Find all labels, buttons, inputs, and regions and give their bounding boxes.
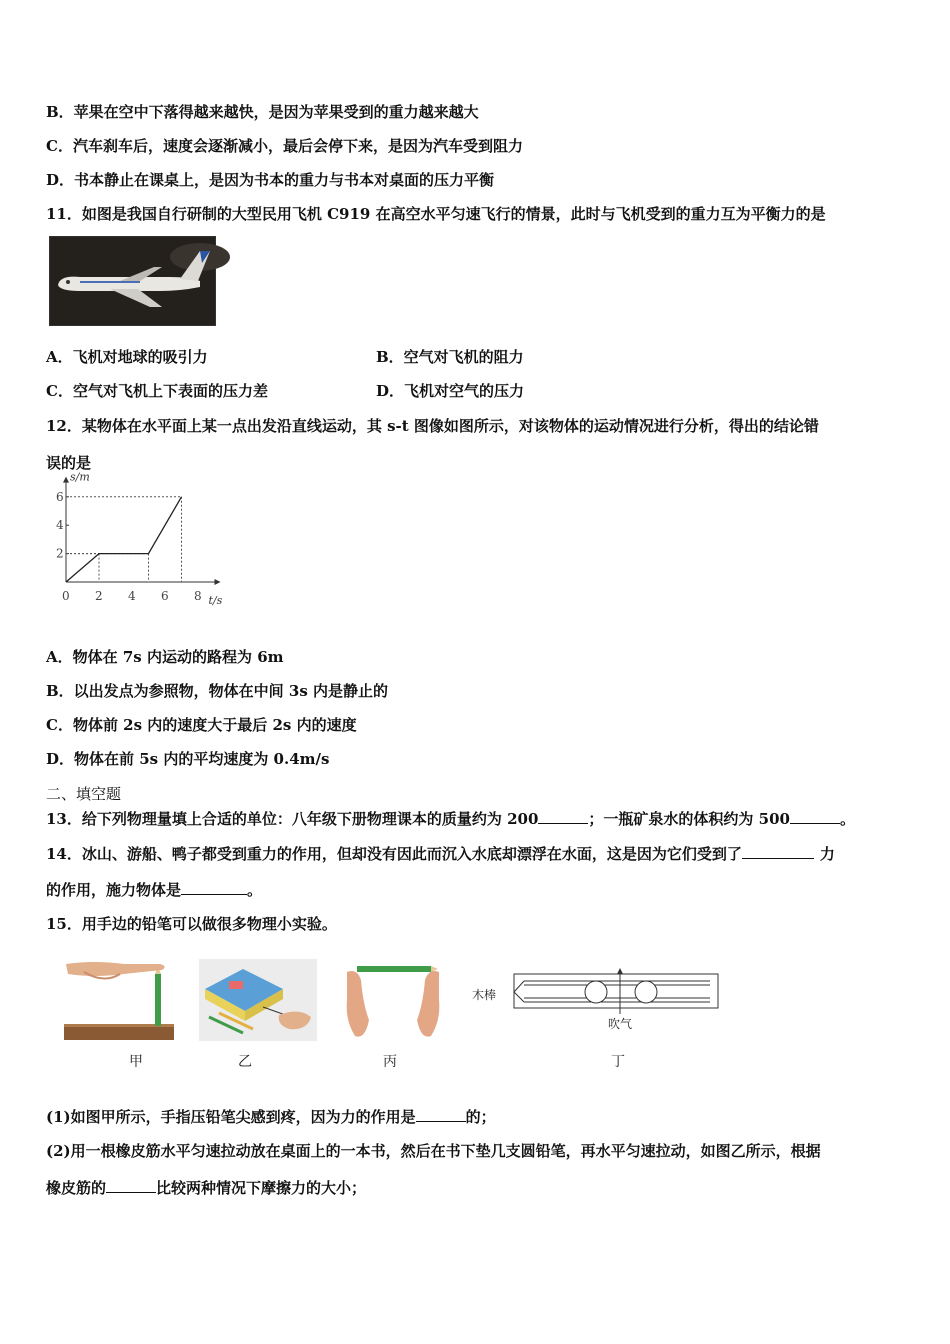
- q13-blank2[interactable]: [790, 809, 840, 824]
- caption-ding: 丁: [611, 1054, 625, 1070]
- y-tick-label: 4: [56, 518, 64, 533]
- q15-sub1a: (1)如图甲所示，手指压铅笔尖感到疼，因为力的作用是: [46, 1108, 416, 1126]
- x-tick-label: 4: [128, 589, 136, 603]
- q10-option-d: D．书本静止在课桌上，是因为书本的重力与书本对桌面的压力平衡: [46, 171, 495, 189]
- q13-blank1[interactable]: [538, 809, 588, 824]
- x-tick-label: 2: [95, 589, 103, 603]
- st-chart-svg: [48, 470, 223, 608]
- q15-sub1b: 的；: [465, 1108, 496, 1126]
- label-blow: 吹气: [608, 1017, 633, 1031]
- q10-option-c: C．汽车刹车后，速度会逐渐减小，最后会停下来，是因为汽车受到阻力: [46, 137, 523, 155]
- y-tick-label: 2: [56, 546, 64, 561]
- q14-line2b: 。: [247, 881, 263, 899]
- q14-blank2[interactable]: [181, 880, 247, 895]
- q14-blank1[interactable]: [742, 844, 814, 859]
- caption-yi: 乙: [238, 1054, 252, 1070]
- q13-part2: ；一瓶矿泉水的体积约为 500: [588, 810, 790, 828]
- q11-option-d: D．飞机对空气的压力: [376, 382, 525, 400]
- figure-bing: [343, 960, 443, 1042]
- q14-part2: 力: [819, 845, 835, 863]
- y-tick-label: 6: [56, 489, 64, 504]
- x-axis-arrow: [215, 579, 221, 585]
- q11-option-b: B．空气对飞机的阻力: [376, 348, 524, 366]
- label-stick: 木棒: [472, 988, 497, 1002]
- q12-option-c: C．物体前 2s 内的速度大于最后 2s 内的速度: [46, 716, 357, 734]
- series-line: [66, 497, 182, 582]
- figure-ding: [470, 966, 725, 1030]
- q13-part3: 。: [839, 810, 855, 828]
- x-axis-label: t/s: [208, 594, 223, 607]
- q15-sub2b: 橡皮筋的: [46, 1179, 107, 1197]
- figure-yi: [199, 959, 317, 1041]
- q12-stem-line2: 误的是: [46, 454, 92, 472]
- figure-jia: [64, 960, 174, 1042]
- q12-option-b: B．以出发点为参照物，物体在中间 3s 内是静止的: [46, 682, 389, 700]
- hands-pencil-illustration: [343, 960, 443, 1042]
- q11-option-c: C．空气对飞机上下表面的压力差: [46, 382, 268, 400]
- st-graph: [48, 470, 223, 608]
- q13: [46, 809, 855, 829]
- y-axis-arrow: [63, 477, 69, 483]
- x-tick-label: 6: [161, 589, 169, 603]
- caption-bing: 丙: [383, 1054, 397, 1070]
- book-rubber-band-illustration: [199, 959, 317, 1041]
- q11-stem: 11．如图是我国自行研制的大型民用飞机 C919 在高空水平匀速飞行的情景，此时与飞机受到的重力互为平衡力的是: [46, 205, 826, 223]
- q15-stem: 15．用手边的铅笔可以做很多物理小实验。: [46, 915, 337, 933]
- q13-part1: 13．给下列物理量填上合适的单位：八年级下册物理课本的质量约为 200: [46, 810, 539, 828]
- q15-sub1: [46, 1107, 496, 1127]
- q15-sub2c: 比较两种情况下摩擦力的大小；: [156, 1179, 367, 1197]
- y-axis-label: s/m: [70, 470, 90, 484]
- q15-sub2-line2: [46, 1178, 366, 1198]
- q14-line2: [46, 880, 262, 900]
- section-heading: 二、填空题: [46, 785, 122, 803]
- q10-option-b: B．苹果在空中下落得越来越快，是因为苹果受到的重力越来越大: [46, 103, 479, 121]
- q12-option-a: A．物体在 7s 内运动的路程为 6m: [46, 648, 284, 666]
- x-tick-label: 8: [194, 589, 202, 603]
- q15-blank2[interactable]: [106, 1178, 156, 1193]
- q14-line2a: 的作用，施力物体是: [46, 881, 182, 899]
- finger-pencil-illustration: [64, 960, 174, 1042]
- q14-line1: [46, 844, 835, 864]
- q12-stem-line1: 12．某物体在水平面上某一点出发沿直线运动，其 s-t 图像如图所示，对该物体的运动情况进行分析，得出的结论错: [46, 417, 819, 435]
- x-tick-label: 0: [62, 589, 70, 603]
- airplane-illustration: [50, 237, 215, 325]
- q11-option-a: A．飞机对地球的吸引力: [46, 348, 208, 366]
- q12-option-d: D．物体在前 5s 内的平均速度为 0.4m/s: [46, 750, 330, 768]
- q15-sub2-line1: (2)用一根橡皮筋水平匀速拉动放在桌面上的一本书，然后在书下垫几支圆铅笔，再水平匀速拉动，如图乙所示，根据: [46, 1142, 821, 1160]
- caption-jia: 甲: [129, 1054, 143, 1070]
- q15-blank1[interactable]: [416, 1107, 466, 1122]
- airplane-photo: [49, 236, 216, 326]
- q14-part1: 14．冰山、游船、鸭子都受到重力的作用，但却没有因此而沉入水底却漂浮在水面，这是因为它们受到了: [46, 845, 742, 863]
- rolling-pencils-diagram: [470, 966, 725, 1030]
